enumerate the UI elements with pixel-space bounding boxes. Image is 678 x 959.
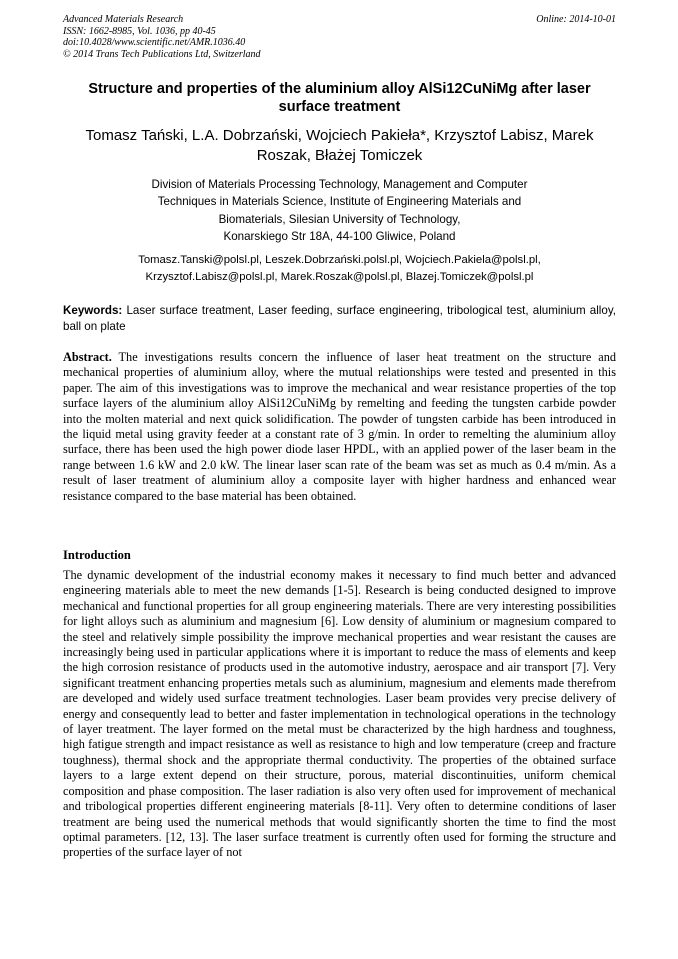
intro-paragraph: The dynamic development of the industrial economy makes it necessary to find much better and advanced engineering materials able to meet the new demands [1-5]. Research is being conducted designed to improve mechanical and functional properties for all group engineering materials. There are very interesting possibilities for light alloys such as aluminium and magnesium [6]. Low density of aluminium or magnesium compared to the steel and relatively simple possibility the improve mechanical properties and wear resistant the causes are increasingly being used in particular applications where it is important to reduce the mass of elements and keep the high corrosion resistance of products used in the automotive industry, aerospace and air transport [7]. Very significant treatment enhancing properties metals such as aluminium, magnesium and elements made therefrom are developed and widely used surface treatment technologies. Laser beam provides very precise delivery of energy and consequently lead to better and faster implementation in technological operations in the technology of layer treatment. The layer formed on the metal must be characterized by the high hardness and toughness, high fatigue strength and impact resistance as well as resistance to high and low temperature (creep and fracture toughness), thermal shock and the appropriate thermal conductivity. The properties of the obtained surface layers to a large extent depend on their structure, porous, material discontinuities, uniform chemical composition and phase composition. The laser radiation is also very often used for improvement of mechanical and tribological properties different engineering materials [8-11]. Very often to determine conditions of laser treatment are being used the numerical methods that would significantly shorten the time to find the most optimal parameters. [12, 13]. The laser surface treatment is currently often used for forming the structure and properties of the surface layer of not — [63, 568, 616, 860]
email-line: Krzysztof.Labisz@polsl.pl, Marek.Roszak@polsl.pl, Blazej.Tomiczek@polsl.pl — [145, 270, 534, 283]
author-emails — [63, 252, 616, 285]
intro-heading: Introduction — [63, 548, 131, 562]
journal-header — [63, 14, 616, 60]
affiliation-line: Biomaterials, Silesian University of Technology, — [218, 212, 461, 226]
email-line: Tomasz.Tanski@polsl.pl, Leszek.Dobrzański.polsl.pl, Wojciech.Pakiela@polsl.pl, — [138, 254, 541, 266]
abstract-text: The investigations results concern the influence of laser heat treatment on the structure and mechanical properties of aluminium alloy, where the mutual relationships were tested and presented in this paper. The aim of this investigations was to improve the mechanical and wear resistance properties of the top surface layers of the aluminium alloy AlSi12CuNiMg by remelting and feeding the tungsten carbide powder into the molten material and next quick solidification. The powder of tungsten carbide has been introduced in the liquid metal using gravity feeder at a constant rate of 3 g/min. In order to remelting the aluminium alloy surface, there has been used the high power diode laser HPDL, with an applied power of the laser beam in the range between 1.6 kW and 2.0 kW. The linear laser scan rate of the beam was set as much as 0.4 m/min. As a result of laser treatment of aluminium alloy a composite layer with higher hardness and enhanced wear resistance compared to the base material has been obtained. — [63, 350, 616, 503]
affiliation-line: Techniques in Materials Science, Institute of Engineering Materials and — [157, 195, 522, 209]
keywords-text: Laser surface treatment, Laser feeding, surface engineering, tribological test, aluminium alloy, ball on plate — [63, 304, 616, 333]
author-list: Tomasz Tański, L.A. Dobrzański, Wojciech Pakieła*, Krzysztof Labisz, Marek Roszak, Błażej Tomiczek — [85, 127, 594, 164]
keywords-section — [63, 303, 616, 335]
doi-line: doi:10.4028/www.scientific.net/AMR.1036.40 — [63, 37, 246, 49]
abstract-section — [63, 350, 616, 504]
affiliation-line: Konarskiego Str 18A, 44-100 Gliwice, Poland — [223, 229, 456, 243]
affiliation — [63, 176, 616, 245]
issn-line: ISSN: 1662-8985, Vol. 1036, pp 40-45 — [63, 25, 216, 37]
online-date: Online: 2014-10-01 — [536, 14, 616, 25]
journal-name: Advanced Materials Research — [63, 14, 184, 25]
paper-title: Structure and properties of the aluminium alloy AlSi12CuNiMg after laser surface treatment — [88, 81, 591, 115]
copyright-line: © 2014 Trans Tech Publications Ltd, Switzerland — [63, 48, 261, 60]
abstract-label: Abstract. — [63, 350, 112, 364]
keywords-label: Keywords: — [63, 304, 123, 317]
affiliation-line: Division of Materials Processing Technology, Management and Computer — [151, 178, 528, 191]
